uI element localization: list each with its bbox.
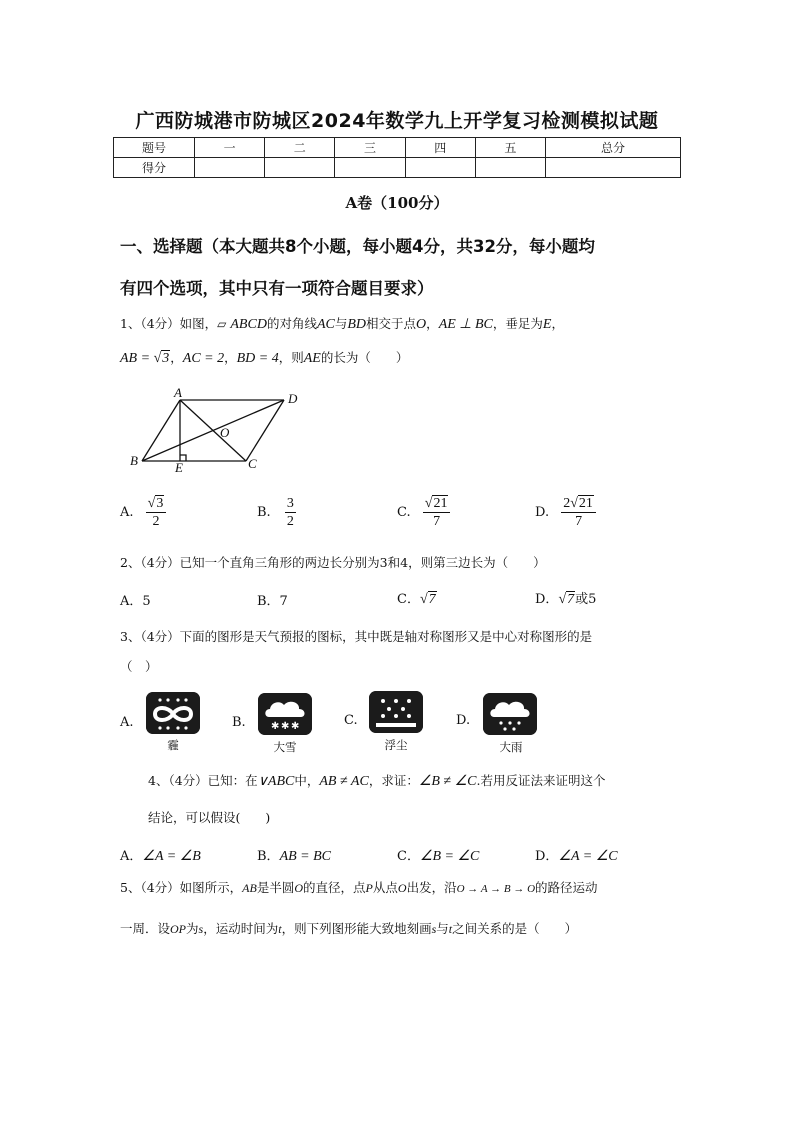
- svg-text:✱: ✱: [271, 721, 280, 732]
- q1-option-c[interactable]: C. $\frac{√21}{7}$: [397, 495, 450, 530]
- table-cell: 题号: [114, 138, 195, 158]
- q3-caption-d: 大雨: [499, 740, 523, 754]
- section-heading-line2: 有四个选项，其中只有一项符合题目要求）: [120, 279, 434, 298]
- question-5-line1: 5、（4分）如图所示，AB是半圆O的直径，点P从点O出发，沿O → A → B → O的路径运动: [120, 880, 598, 895]
- q2-option-a[interactable]: A．5: [120, 594, 151, 609]
- q3-option-b-label[interactable]: B.: [232, 715, 246, 730]
- q2-option-d[interactable]: D．√7或5: [535, 592, 597, 607]
- question-2: 2、（4分）已知一个直角三角形的两边长分别为3和4，则第三边长为（ ）: [120, 555, 546, 570]
- score-cell[interactable]: [265, 158, 335, 178]
- svg-text:✱: ✱: [281, 721, 290, 732]
- figure-label: O: [220, 425, 230, 440]
- question-1-line1: 1、（4分）如图，▱ ABCD的对角线AC与BD相交于点O，AE ⊥ BC，垂足为E，: [120, 316, 564, 332]
- figure-label: D: [288, 391, 298, 406]
- table-cell: 二: [265, 138, 335, 158]
- question-1-line2: AB = √3，AC = 2，BD = 4，则AE的长为（ ）: [120, 350, 409, 366]
- figure-label: B: [130, 453, 138, 468]
- score-table: [113, 137, 681, 178]
- q3-caption-b: 大雪: [273, 740, 297, 754]
- figure-label: C: [248, 456, 257, 471]
- score-cell[interactable]: [546, 158, 681, 178]
- haze-icon: [146, 692, 200, 734]
- score-cell[interactable]: [405, 158, 475, 178]
- table-cell: 五: [475, 138, 545, 158]
- question-3-line2: （ ）: [120, 659, 158, 674]
- score-cell[interactable]: [475, 158, 545, 178]
- q3-option-d-label[interactable]: D.: [456, 713, 471, 728]
- table-cell: 总分: [546, 138, 681, 158]
- q4-option-b[interactable]: B．AB = BC: [257, 849, 332, 864]
- table-cell: 四: [405, 138, 475, 158]
- table-cell: 得分: [114, 158, 195, 178]
- q3-caption-c: 浮尘: [384, 738, 408, 752]
- q2-option-c[interactable]: C．√7: [397, 592, 436, 607]
- floating-dust-icon: [369, 691, 423, 733]
- question-5-line2: 一周．设OP为s，运动时间为t，则下列图形能大致地刻画s与t之间关系的是（ ）: [120, 921, 578, 936]
- figure-label: A: [174, 385, 182, 400]
- q2-option-b[interactable]: B．7: [257, 594, 288, 609]
- section-heading-line1: 一、选择题（本大题共8个小题，每小题4分，共32分，每小题均: [120, 237, 595, 256]
- svg-text:✱: ✱: [291, 721, 300, 732]
- score-cell[interactable]: [335, 158, 405, 178]
- question-4-line1: 4、（4分）已知：在∨ABC中，AB ≠ AC，求证：∠B ≠ ∠C.若用反证法来证明这个: [148, 773, 606, 789]
- q4-option-c[interactable]: C．∠B = ∠C: [397, 849, 480, 864]
- table-cell: 三: [335, 138, 405, 158]
- q1-option-a[interactable]: A. $\frac{√3}{2}$: [120, 495, 166, 530]
- heavy-snow-icon: [258, 693, 312, 735]
- score-cell[interactable]: [195, 158, 265, 178]
- q3-caption-a: 霾: [167, 738, 179, 752]
- table-row: [114, 158, 681, 178]
- question-3-line1: 3、（4分）下面的图形是天气预报的图标，其中既是轴对称图形又是中心对称图形的是: [120, 629, 593, 644]
- heavy-rain-icon: [483, 693, 537, 735]
- table-cell: 一: [195, 138, 265, 158]
- figure-label: E: [175, 460, 183, 475]
- q4-option-d[interactable]: D．∠A = ∠C: [535, 849, 618, 864]
- q4-option-a[interactable]: A．∠A = ∠B: [120, 849, 201, 864]
- q1-option-d[interactable]: D. $\frac{2√21}{7}$: [535, 495, 596, 530]
- q1-option-b[interactable]: B. $\frac{3}{2}$: [257, 496, 294, 529]
- table-row: [114, 138, 681, 158]
- parallelogram-symbol: ▱: [217, 317, 227, 331]
- q3-option-c-label[interactable]: C.: [344, 713, 358, 728]
- question-4-line2: 结论，可以假设( ): [148, 810, 271, 825]
- parallelogram-figure: [120, 384, 320, 476]
- q3-option-a-label[interactable]: A.: [120, 715, 134, 730]
- part-heading: A卷（100分）: [345, 194, 449, 212]
- page-title: 广西防城港市防城区2024年数学九上开学复习检测模拟试题: [135, 110, 659, 132]
